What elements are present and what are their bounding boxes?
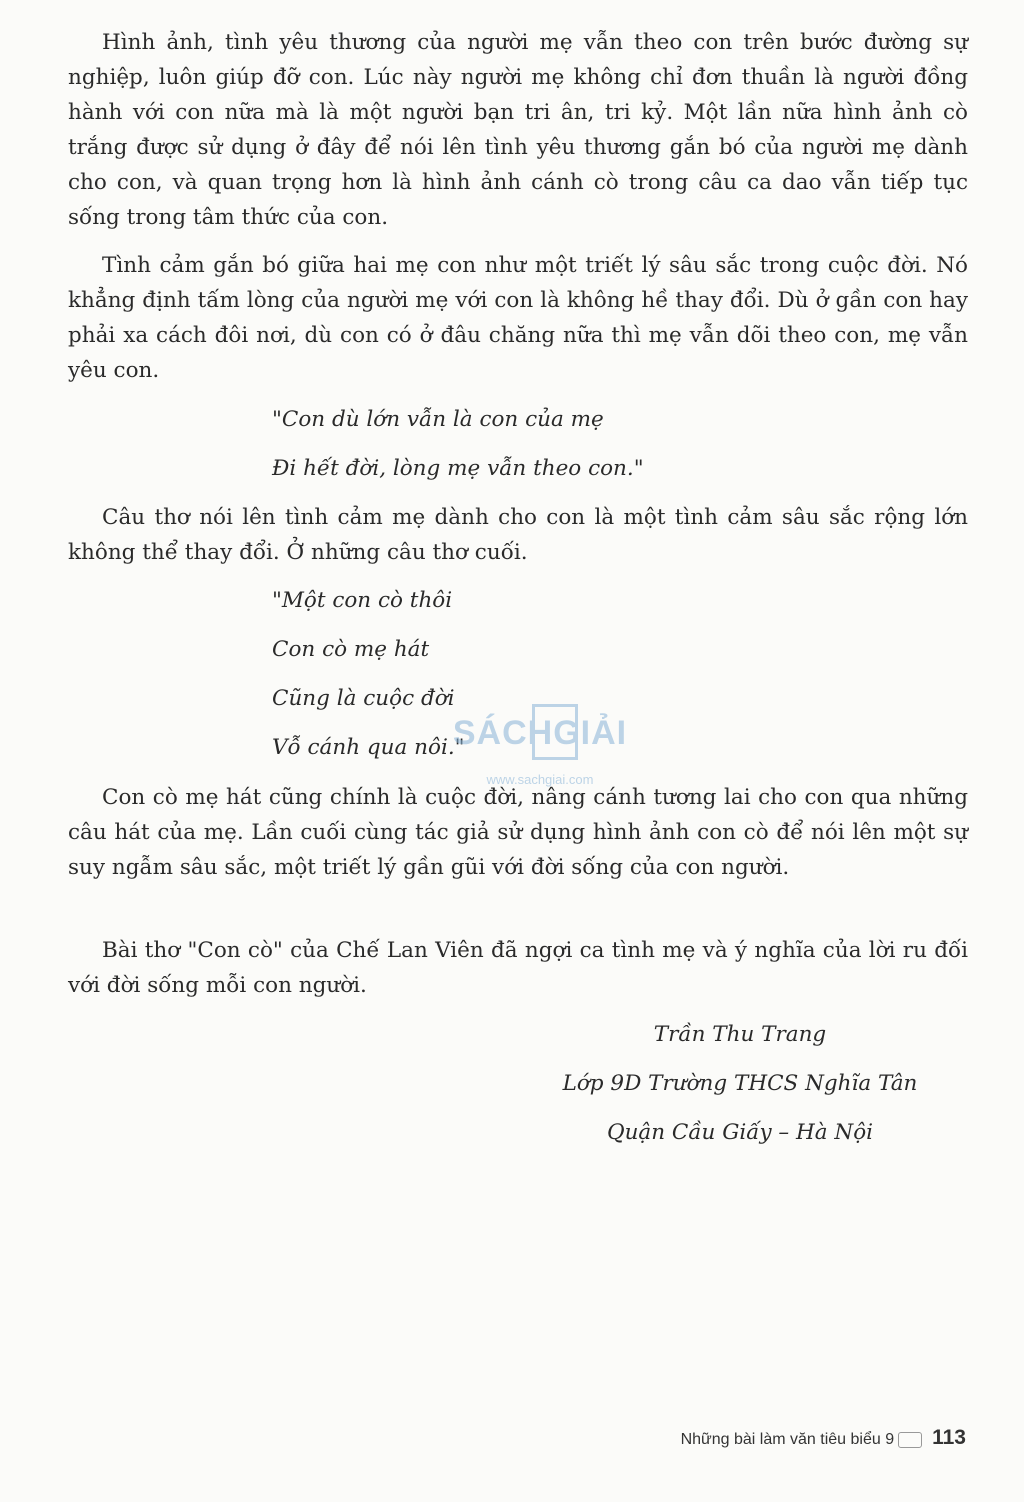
- signature-block: [520, 1010, 960, 1157]
- verse-block-2: [272, 576, 465, 772]
- paragraph-4: Con cò mẹ hát cũng chính là cuộc đời, nâng cánh tương lai cho con qua những câu hát của mẹ. Lần cuối cùng tác giả sử dụng hình ảnh con cò để nói lên một sự suy ngẫm sâu sắc, một triết lý gần gũi với đời sống của con người.: [68, 785, 968, 880]
- verse-line: Con cò mẹ hát: [272, 637, 430, 662]
- paragraph-1: Hình ảnh, tình yêu thương của người mẹ vẫn theo con trên bước đường sự nghiệp, luôn giúp đỡ con. Lúc này người mẹ không chỉ đơn thuần là người đồng hành với con nữa mà là một người bạn tri ân, tri kỷ. Một lần nữa hình ảnh cò trắng được sử dụng ở đây để nói lên tình yêu thương gắn bó của người mẹ dành cho con, và quan trọng hơn là hình ảnh cánh cò trong câu ca dao vẫn tiếp tục sống trong tâm thức của con.: [68, 30, 968, 230]
- page-footer: [681, 1426, 966, 1450]
- verse-block-1: [272, 395, 644, 493]
- verse-line: Đi hết đời, lòng mẹ vẫn theo con.": [272, 456, 644, 481]
- book-title: Những bài làm văn tiêu biểu 9: [680, 1431, 895, 1448]
- ornament-icon: [898, 1432, 922, 1448]
- verse-line: "Con dù lớn vẫn là con của mẹ: [272, 407, 604, 432]
- author-school: Lớp 9D Trường THCS Nghĩa Tân: [562, 1071, 918, 1096]
- watermark-brand: SÁCHGIẢI: [452, 714, 628, 752]
- paragraph-5: Bài thơ "Con cò" của Chế Lan Viên đã ngợi ca tình mẹ và ý nghĩa của lời ru đối với đời sống mỗi con người.: [68, 938, 968, 998]
- author-name: Trần Thu Trang: [653, 1022, 827, 1047]
- verse-line: Cũng là cuộc đời: [272, 686, 455, 711]
- author-district: Quận Cầu Giấy – Hà Nội: [606, 1120, 874, 1145]
- paragraph-2: Tình cảm gắn bó giữa hai mẹ con như một triết lý sâu sắc trong cuộc đời. Nó khẳng định tấm lòng của người mẹ với con là không hề thay đổi. Dù ở gần con hay phải xa cách đôi nơi, dù con có ở đâu chăng nữa thì mẹ vẫn dõi theo con, mẹ vẫn yêu con.: [68, 253, 968, 383]
- verse-line: "Một con cò thôi: [272, 588, 453, 613]
- watermark-url: www.sachgiai.com: [486, 772, 594, 787]
- page-number: 113: [932, 1426, 966, 1449]
- paragraph-3: Câu thơ nói lên tình cảm mẹ dành cho con là một tình cảm sâu sắc rộng lớn không thể thay đổi. Ở những câu thơ cuối.: [68, 505, 968, 565]
- verse-line: Vỗ cánh qua nôi.": [272, 735, 465, 760]
